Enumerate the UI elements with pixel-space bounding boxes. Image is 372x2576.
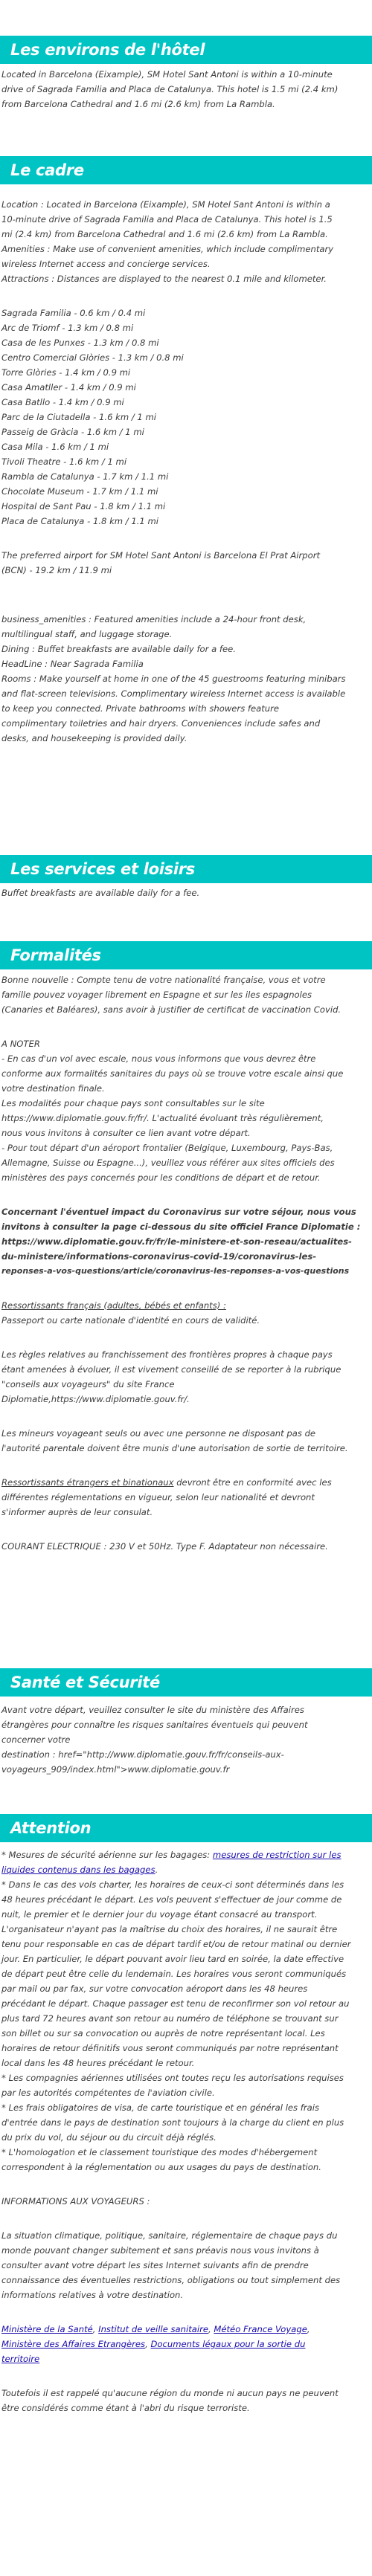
environs-title: Les environs de l'hôtel [10, 41, 205, 59]
infos-line: connaissance des éventuelles restrictions, obligations ou tout simplement des [1, 2275, 341, 2285]
sante-line: destination : href="http://www.diplomatie.gouv.fr/fr/conseils-aux- [1, 1749, 284, 1760]
cadre-detail-line: Dining : Buffet breakfasts are available daily for a fee. [1, 644, 236, 654]
affaires-etrangeres-link[interactable]: Ministère des Affaires Etrangères [1, 2339, 146, 2349]
services-section [0, 855, 372, 883]
cadre-intro-line: Attractions : Distances are displayed to the nearest 0.1 mile and kilometer. [1, 274, 327, 284]
cadre-banner [0, 156, 372, 184]
environs-section [0, 36, 372, 64]
documents-legaux-link[interactable]: Documents légaux pour la sortie du [150, 2339, 306, 2349]
attention-line: L'organisateur n'ayant pas la maîtrise du choix des horaires, il ne saurait être [1, 1924, 338, 1934]
attention-line: * Les compagnies aériennes utilisées ont toutes reçu les autorisations requises [1, 2073, 344, 2083]
meteo-france-link[interactable]: Météo France Voyage [214, 2324, 307, 2334]
etrangers-line: différentes réglementations en vigueur, selon leur nationalité et devront [1, 1492, 315, 1502]
distance-item: Torre Glòries - 1.4 km / 0.9 mi [1, 367, 131, 378]
attention-line: par mail ou par fax, sur votre convocation aéroport dans les 48 heures [1, 1983, 308, 1994]
sante-text [1, 1702, 372, 1777]
infos-voyageurs-title: INFORMATIONS AUX VOYAGEURS : [1, 2196, 150, 2207]
distance-item: Centro Comercial Glòries - 1.3 km / 0.8 mi [1, 352, 184, 363]
coronavirus-link-line[interactable]: reponses-a-vos-questions/article/coronavirus-les-reponses-a-vos-questions [1, 1266, 350, 1276]
courant-electrique: COURANT ELECTRIQUE : 230 V et 50Hz. Type F. Adaptateur non nécessaire. [1, 1541, 328, 1552]
documents-legaux-link[interactable]: territoire [1, 2354, 40, 2364]
formalites-note-line: - En cas d'un vol avec escale, nous vous informons que vous devrez être [1, 1053, 316, 1064]
infos-line: consulter avant votre départ les sites Internet suivants afin de prendre [1, 2260, 309, 2270]
mineurs-line: l'autorité parentale doivent être munis d'une autorisation de sortie de territoire. [1, 1443, 348, 1453]
cadre-intro-line: mi (2.4 km) from Barcelona Cathedral and 1.6 mi (2.6 km) from La Rambla. [1, 229, 328, 239]
regles-line: "conseils aux voyageurs" du site France [1, 1379, 175, 1389]
liquides-restriction-link[interactable]: mesures de restriction sur les [212, 1850, 341, 1860]
environs-text [1, 67, 372, 112]
environs-banner [0, 36, 372, 64]
distance-item: Chocolate Museum - 1.7 km / 1.1 mi [1, 486, 158, 497]
services-title: Les services et loisirs [10, 860, 195, 878]
distance-item: Casa Batllo - 1.4 km / 0.9 mi [1, 397, 124, 407]
attention-line: de départ peut être celle du lendemain. Les horaires vous seront communiqués [1, 1969, 347, 1979]
cadre-text [1, 197, 372, 746]
formalites-banner [0, 941, 372, 969]
distance-item: Sagrada Familia - 0.6 km / 0.4 mi [1, 308, 146, 318]
cadre-intro-line: 10-minute drive of Sagrada Familia and Placa de Catalunya. This hotel is 1.5 [1, 214, 333, 225]
formalites-intro-line: famille pouvez voyager librement en Espagne et sur les iles espagnoles [1, 990, 312, 1000]
sante-line: étrangères pour connaître les risques sanitaires éventuels qui peuvent [1, 1720, 308, 1730]
formalites-note-line: ministères des pays concernés pour les conditions de départ et de retour. [1, 1172, 321, 1183]
ressortissants-fr-label: Ressortissants français (adultes, bébés et enfants) : [1, 1300, 226, 1311]
airport-line: (BCN) - 19.2 km / 11.9 mi [1, 565, 112, 575]
veille-sanitaire-link[interactable]: Institut de veille sanitaire [98, 2324, 208, 2334]
distance-item: Parc de la Ciutadella - 1.6 km / 1 mi [1, 412, 157, 422]
sante-line: voyageurs_909/index.html">www.diplomatie.gouv.fr [1, 1764, 230, 1775]
cadre-detail-line: desks, and housekeeping is provided daily. [1, 733, 187, 743]
formalites-note-line: - Pour tout départ d'un aéroport frontalier (Belgique, Luxembourg, Pays-Bas, [1, 1143, 333, 1153]
cadre-detail-line: to keep you connected. Private bathrooms with showers feature [1, 703, 280, 714]
sante-line: concerner votre [1, 1734, 71, 1745]
formalites-intro-line: (Canaries et Baléares), sans avoir à justifier de certificat de vaccination Covid. [1, 1004, 341, 1015]
infos-line: monde pouvant changer subitement et sans préavis nous vous invitons à [1, 2245, 319, 2256]
cadre-intro-line: wireless Internet access and concierge services. [1, 259, 211, 269]
regles-line: Diplomatie,https://www.diplomatie.gouv.fr/. [1, 1394, 190, 1404]
regles-line: Les règles relatives au franchissement des frontières propres à chaque pays [1, 1349, 333, 1360]
attention-line: nuit, le premier et le dernier jour du voyage étant consacré au transport. [1, 1909, 318, 1920]
distance-item: Arc de Triomf - 1.3 km / 0.8 mi [1, 323, 134, 333]
attention-line: d'entrée dans le pays de destination sont toujours à la charge du client en plus [1, 2117, 344, 2128]
attention-line: * Les frais obligatoires de visa, de carte touristique et en général les frais [1, 2102, 319, 2113]
sante-banner [0, 1668, 372, 1697]
attention-section [0, 1814, 372, 1842]
formalites-text [1, 972, 372, 1554]
attention-line: * L'homologation et le classement touristique des modes d'hébergement [1, 2147, 318, 2157]
environs-line: Located in Barcelona (Eixample), SM Hotel Sant Antoni is within a 10-minute [1, 69, 333, 80]
distance-item: Casa Amatller - 1.4 km / 0.9 mi [1, 382, 136, 393]
coronavirus-link-line[interactable]: https://www.diplomatie.gouv.fr/fr/le-ministere-et-son-reseau/actualites- [1, 1236, 352, 1247]
formalites-note-line: Allemagne, Suisse ou Espagne...), veuillez vous référer aux sites officiels des [1, 1158, 335, 1168]
attention-line: son billet ou sur sa convocation ou auprès de notre représentant local. Les [1, 2028, 325, 2038]
attention-line: correspondent à la réglementation ou aux usages du pays de destination. [1, 2162, 321, 2172]
etrangers-line: s'informer auprès de leur consulat. [1, 1507, 153, 1517]
sante-title: Santé et Sécurité [10, 1673, 160, 1691]
coronavirus-line: invitons à consulter la page ci-dessous du site officiel France Diplomatie : [1, 1221, 361, 1232]
cadre-detail-line: HeadLine : Near Sagrada Familia [1, 659, 144, 669]
attention-line: précédant le départ. Chaque passager est tenu de reconfirmer son vol retour au [1, 1998, 350, 2009]
etrangers-line: devront être en conformité avec les [173, 1477, 332, 1488]
attention-title: Attention [10, 1819, 92, 1837]
regles-line: étant amenées à évoluer, il est vivement conseillé de se reporter à la rubrique [1, 1364, 341, 1375]
distance-item: Tivoli Theatre - 1.6 km / 1 mi [1, 456, 127, 467]
cadre-intro-line: Location : Located in Barcelona (Eixample), SM Hotel Sant Antoni is within a [1, 199, 330, 210]
infos-line: La situation climatique, politique, sanitaire, réglementaire de chaque pays du [1, 2230, 338, 2241]
attention-line: horaires de retour définitifs vous seront communiqués par notre représentant [1, 2043, 339, 2053]
cadre-detail-line: complimentary toiletries and hair dryers. Conveniences include safes and [1, 718, 321, 729]
cadre-intro-line: Amenities : Make use of convenient amenities, which include complimentary [1, 244, 334, 254]
environs-line: drive of Sagrada Familia and Placa de Catalunya. This hotel is 1.5 mi (2.4 km) [1, 84, 339, 94]
cadre-detail-line: Rooms : Make yourself at home in one of the 45 guestrooms featuring minibars [1, 674, 346, 684]
attention-line: jour. En particulier, le départ pouvant avoir lieu tard en soirée, la date effective [1, 1954, 344, 1964]
formalites-intro-line: Bonne nouvelle : Compte tenu de votre nationalité française, vous et votre [1, 975, 326, 985]
ministere-sante-link[interactable]: Ministère de la Santé [1, 2324, 93, 2334]
environs-line: from Barcelona Cathedral and 1.6 mi (2.6 km) from La Rambla. [1, 99, 275, 109]
infos-line: informations relatives à votre destination. [1, 2290, 184, 2300]
attention-line: du prix du vol, du séjour ou du circuit déjà réglés. [1, 2132, 217, 2143]
distance-item: Placa de Catalunya - 1.8 km / 1.1 mi [1, 516, 158, 526]
services-banner [0, 855, 372, 883]
etrangers-label: Ressortissants étrangers et binationaux [1, 1477, 174, 1488]
liquides-restriction-link[interactable]: liquides contenus dans les bagages [1, 1865, 155, 1875]
final-line: être considérés comme étant à l'abri du risque terroriste. [1, 2403, 250, 2413]
airport-line: The preferred airport for SM Hotel Sant Antoni is Barcelona El Prat Airport [1, 550, 321, 561]
attention-text: * Mesures de sécurité aérienne sur les bagages: mesures de restriction sur les liquides contenus dans les bagages. * Dans le cas des vols charter, les horaires de ceux-ci sont déterminés dans les 48 heures précédant le départ. Les vols peuvent s'effectuer de jour comme de nuit, le premier et le dernier jour du voyage étant consacré au transport. L'organisateur n'ayant pas la maîtrise du choix des horaires, il ne saurait être tenu pour responsable en cas de départ tardif et/ou de retour matinal ou dernier jour. En particulier, le départ pouvant avoir lieu tard en soirée, la date effective de départ peut être celle du lendemain. Les horaires vous seront communiqués par mail ou par fax, sur votre convocation aéroport dans les 48 heures précédant le départ. Chaque passager est tenu de reconfirmer son vol retour au plus tard 72 heures avant son retour au numéro de téléphone se trouvant sur son billet ou sur sa convocation ou auprès de notre représentant local. Les horaires de retour définitifs vous seront communiqués par notre représentant local dans les 48 heures précédant le retour. * Les compagnies aériennes utilisées ont toutes reçu les autorisations requises par les autorités compétentes de l'aviation civile. * Les frais obligatoires de visa, de carte touristique et en général les frais d'entrée dans le pays de destination sont toujours à la charge du client en plus du prix du vol, du séjour ou du circuit déjà réglés. * L'homologation et le classement touristique des modes d'hébergement correspondent à la réglementation ou aux usages du pays de destination. INFORMATIONS AUX VOYAGEURS : La situation climatique, politique, sanitaire, réglementaire de chaque pays du monde pouvant changer subitement et sans préavis nous vous invitons à consulter avant votre départ les sites Internet suivants afin de prendre connaissance des éventuelles restrictions, obligations ou tout simplement des informations relatives à votre destination. Ministère de la Santé, Institut de veille sanitaire, Météo France Voyage, Ministère des Affaires Etrangères, Documents légaux pour la sortie du territoire Toutefois il est rappelé qu'aucune région du monde ni aucun pays ne peuvent être considérés comme étant à l'abri du risque terroriste. [1, 1847, 372, 2415]
cadre-detail-line: business_amenities : Featured amenities include a 24-hour front desk, [1, 614, 307, 624]
formalites-note-line: https://www.diplomatie.gouv.fr/fr/. L'actualité évoluant très régulièrement, [1, 1113, 324, 1123]
cadre-detail-line: multilingual staff, and luggage storage. [1, 629, 173, 639]
sante-section [0, 1668, 372, 1697]
cadre-section [0, 156, 372, 184]
attention-line: 48 heures précédant le départ. Les vols peuvent s'effectuer de jour comme de [1, 1894, 342, 1905]
formalites-note-line: conforme aux formalités sanitaires du pays où se trouve votre escale ainsi que [1, 1068, 344, 1079]
formalites-note-line: Les modalités pour chaque pays sont consultables sur le site [1, 1098, 265, 1108]
cadre-title: Le cadre [10, 161, 84, 179]
final-line: Toutefois il est rappelé qu'aucune région du monde ni aucun pays ne peuvent [1, 2388, 339, 2398]
mineurs-line: Les mineurs voyageant seuls ou avec une personne ne disposant pas de [1, 1428, 316, 1439]
services-text [1, 885, 372, 900]
distance-item: Passeig de Gràcia - 1.6 km / 1 mi [1, 427, 144, 437]
attention-line: tenu pour responsable en cas de départ tardif et/ou de retour matinal ou dernier [1, 1939, 351, 1949]
sante-line: Avant votre départ, veuillez consulter le site du ministère des Affaires [1, 1705, 304, 1715]
attention-line: plus tard 72 heures avant son retour au numéro de téléphone se trouvant sur [1, 2013, 339, 2024]
coronavirus-line: Concernant l'éventuel impact du Coronavirus sur votre séjour, nous vous [1, 1207, 356, 1217]
attention-line: par les autorités compétentes de l'aviation civile. [1, 2088, 215, 2098]
cadre-detail-line: and flat-screen televisions. Complimentary wireless Internet access is available [1, 688, 346, 699]
services-line: Buffet breakfasts are available daily for a fee. [1, 888, 200, 898]
formalites-note-line: A NOTER [1, 1039, 40, 1049]
formalites-title: Formalités [10, 946, 101, 964]
attention-banner [0, 1814, 372, 1842]
distance-item: Rambla de Catalunya - 1.7 km / 1.1 mi [1, 471, 169, 482]
distance-item: Hospital de Sant Pau - 1.8 km / 1.1 mi [1, 501, 166, 511]
distance-item: Casa de les Punxes - 1.3 km / 0.8 mi [1, 338, 159, 348]
formalites-note-line: nous vous invitons à consulter ce lien avant votre départ. [1, 1128, 251, 1138]
formalites-section [0, 941, 372, 969]
coronavirus-link-line[interactable]: du-ministere/informations-coronavirus-covid-19/coronavirus-les- [1, 1251, 317, 1262]
formalites-note-line: votre destination finale. [1, 1083, 105, 1094]
ressortissants-fr-text: Passeport ou carte nationale d'identité en cours de validité. [1, 1315, 260, 1326]
attention-line: local dans les 48 heures précédant le retour. [1, 2058, 195, 2068]
distance-item: Casa Mila - 1.6 km / 1 mi [1, 442, 109, 452]
attention-line: * Mesures de sécurité aérienne sur les bagages: [1, 1850, 213, 1860]
attention-line: * Dans le cas des vols charter, les horaires de ceux-ci sont déterminés dans les [1, 1879, 344, 1890]
